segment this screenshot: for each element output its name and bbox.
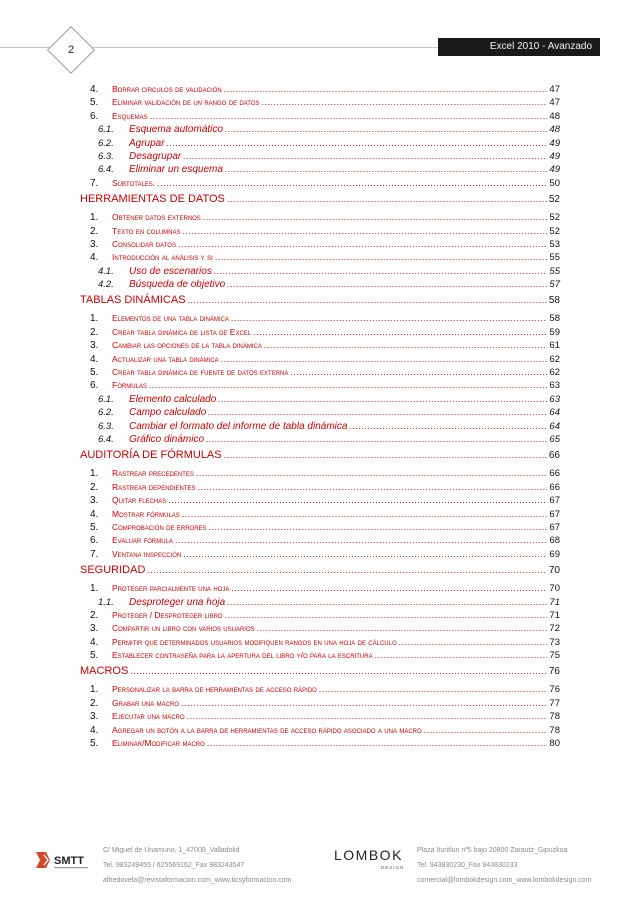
lombok-logo-sub: DESIGN [381, 865, 405, 870]
toc-item[interactable] [80, 313, 560, 326]
toc-leader [290, 367, 547, 377]
toc-page: 78 [549, 724, 560, 736]
toc-number: 6.3. [98, 420, 114, 432]
toc-leader [253, 327, 547, 337]
toc-leader [218, 394, 547, 405]
toc-title: Esquema automático [129, 124, 223, 136]
toc-leader [375, 650, 548, 660]
toc-title: Rastrear dependientes [112, 481, 196, 492]
toc-page: 52 [549, 212, 560, 224]
toc-title: Agrupar [129, 137, 165, 149]
toc-title: Mostrar fórmulas [112, 508, 180, 519]
toc-section[interactable] [80, 193, 560, 209]
toc-page: 57 [549, 279, 560, 291]
footer-left-line: alfredovela@revistaformacion.com_www.ticsyformacion.com [103, 877, 292, 884]
toc-leader [225, 164, 547, 175]
toc-item[interactable] [80, 684, 560, 697]
table-of-contents [80, 84, 560, 751]
smtt-logo-text: SMTT [54, 855, 84, 867]
toc-title: Uso de escenarios [129, 265, 212, 277]
toc-leader [181, 698, 547, 708]
footer-left-line: Tel. 983249455 / 625569162_Fax 983243547 [103, 862, 245, 869]
footer-right-line: comercial@lombokdesign.com_www.lombokdesign.com [417, 877, 592, 884]
footer-left-line: C/ Miguel de Unamuno, 1_47008_Valladolid [103, 847, 240, 854]
toc-title: Eliminar/Modificar macro [112, 738, 205, 749]
toc-page: 47 [549, 84, 560, 95]
toc-page: 76 [549, 684, 560, 696]
toc-page: 49 [549, 137, 560, 149]
toc-leader [225, 124, 547, 135]
toc-page: 71 [549, 596, 560, 608]
toc-item[interactable] [80, 226, 560, 239]
toc-title: HERRAMIENTAS DE DATOS [80, 193, 225, 206]
toc-title: Comprobación de errores [112, 521, 207, 532]
toc-item[interactable] [80, 327, 560, 340]
toc-subitem[interactable] [80, 279, 560, 292]
toc-title: Eliminar validación de un rango de datos [112, 97, 260, 108]
toc-leader [349, 421, 547, 432]
toc-title: Crear tabla dinámica de lista de Excel [112, 326, 252, 337]
toc-item[interactable] [80, 583, 560, 596]
toc-page: 65 [549, 433, 560, 445]
toc-title: Esquemas [112, 110, 148, 121]
toc-subitem[interactable] [80, 597, 560, 610]
toc-item[interactable] [80, 252, 560, 265]
footer-right-line: Tel. 943830230_Fax 943830233 [417, 862, 518, 869]
toc-section[interactable] [80, 449, 560, 465]
toc-leader [231, 583, 547, 593]
toc-title: Compartir un libro con varios usuarios [112, 623, 255, 634]
toc-leader [178, 239, 547, 249]
toc-title: Texto en columnas [112, 225, 181, 236]
toc-number: 5. [90, 367, 99, 379]
toc-number: 6.2. [98, 137, 114, 149]
toc-subitem[interactable] [80, 164, 560, 177]
toc-page: 80 [549, 738, 560, 750]
toc-page: 55 [549, 252, 560, 264]
toc-subitem[interactable] [80, 421, 560, 434]
header-title: Excel 2010 - Avanzado [489, 41, 592, 52]
toc-number: 3. [90, 623, 99, 635]
toc-number: 7. [90, 177, 99, 189]
toc-number: 4.1. [98, 265, 114, 277]
toc-item[interactable] [80, 535, 560, 548]
toc-leader [182, 509, 548, 519]
toc-leader [231, 313, 548, 323]
toc-page: 62 [549, 353, 560, 365]
toc-item[interactable] [80, 522, 560, 535]
toc-title: Establecer contraseña para la apertura del libro y/o para la escritura [112, 650, 373, 661]
toc-number: 5. [90, 738, 99, 750]
toc-title: Rastrear precedentes [112, 468, 194, 479]
toc-item[interactable] [80, 178, 560, 191]
toc-number: 4. [90, 84, 99, 95]
toc-title: Proteger / Desproteger libro [112, 609, 223, 620]
toc-title: Quitar flechas [112, 495, 167, 506]
toc-item[interactable] [80, 725, 560, 738]
toc-page: 62 [549, 367, 560, 379]
lombok-logo: LOMBOK [334, 847, 403, 863]
toc-title: Consolidar datos [112, 238, 176, 249]
toc-number: 1. [90, 684, 99, 696]
toc-number: 5. [90, 97, 99, 109]
toc-number: 6.2. [98, 407, 114, 419]
toc-page: 59 [549, 326, 560, 338]
toc-page: 52 [548, 194, 560, 206]
toc-page: 75 [549, 650, 560, 662]
toc-item[interactable] [80, 239, 560, 252]
toc-item[interactable] [80, 650, 560, 663]
toc-number: 2. [90, 609, 99, 621]
toc-title: Actualizar una tabla dinámica [112, 353, 219, 364]
toc-page: 70 [549, 583, 560, 595]
footer [0, 833, 638, 903]
toc-title: Agregar un botón a la barra de herramientas de acceso rápido asociado a una macro [112, 724, 422, 735]
toc-item[interactable] [80, 549, 560, 562]
toc-title: SEGURIDAD [80, 564, 146, 577]
toc-item[interactable] [80, 84, 560, 97]
toc-leader [196, 468, 548, 478]
toc-page: 66 [549, 468, 560, 480]
toc-number: 1.1. [98, 596, 114, 608]
toc-page: 67 [549, 521, 560, 533]
toc-page: 52 [549, 225, 560, 237]
toc-leader [215, 252, 548, 262]
toc-number: 5. [90, 650, 99, 662]
toc-leader [399, 637, 548, 647]
toc-title: Introducción al análisis y si [112, 252, 213, 263]
footer-left-address [103, 843, 291, 888]
toc-leader [147, 564, 546, 576]
toc-number: 1. [90, 212, 99, 224]
toc-item[interactable] [80, 111, 560, 124]
toc-number: 4.2. [98, 279, 114, 291]
toc-number: 6. [90, 535, 99, 547]
toc-page: 72 [549, 623, 560, 635]
toc-title: Borrar círculos de validación [112, 84, 222, 94]
toc-number: 2. [90, 697, 99, 709]
toc-title: MACROS [80, 665, 129, 678]
toc-title: Elementos de una tabla dinámica [112, 313, 229, 324]
toc-page: 63 [549, 380, 560, 392]
toc-number: 6.3. [98, 150, 114, 162]
toc-leader [168, 495, 547, 505]
toc-page: 47 [549, 97, 560, 109]
toc-page: 77 [549, 697, 560, 709]
toc-item[interactable] [80, 340, 560, 353]
toc-leader [319, 684, 548, 694]
toc-number: 2. [90, 481, 99, 493]
toc-page: 66 [548, 450, 560, 462]
toc-number: 4. [90, 252, 99, 264]
toc-page: 73 [549, 636, 560, 648]
toc-title: Cambiar el formato del informe de tabla dinámica [129, 420, 348, 432]
toc-leader [214, 266, 548, 277]
toc-number: 1. [90, 468, 99, 480]
toc-title: Proteger parcialmente una hoja [112, 583, 230, 594]
toc-leader [157, 178, 547, 188]
toc-item[interactable] [80, 482, 560, 495]
toc-leader [183, 549, 547, 559]
toc-leader [208, 407, 547, 418]
toc-subitem[interactable] [80, 394, 560, 407]
toc-item[interactable] [80, 623, 560, 636]
toc-subitem[interactable] [80, 138, 560, 151]
toc-leader [203, 212, 548, 222]
toc-page: 64 [549, 420, 560, 432]
footer-right-line: Plaza Ituritlun nº5 bajo 20800 Zarautz_Gipuzkoa [417, 847, 568, 854]
toc-title: Desagrupar [129, 150, 182, 162]
toc-leader [198, 482, 548, 492]
toc-title: Crear tabla dinámica de fuente de datos externa [112, 367, 289, 378]
toc-title: Personalizar la barra de herramientas de acceso rápido [112, 684, 317, 695]
toc-number: 2. [90, 225, 99, 237]
toc-page: 53 [549, 238, 560, 250]
toc-number: 6. [90, 110, 99, 122]
toc-leader [262, 97, 548, 107]
toc-number: 6.1. [98, 393, 114, 405]
toc-subitem[interactable] [80, 124, 560, 137]
toc-subitem[interactable] [80, 407, 560, 420]
toc-leader [150, 111, 548, 121]
toc-item[interactable] [80, 711, 560, 724]
toc-leader [206, 434, 547, 445]
toc-item[interactable] [80, 495, 560, 508]
toc-page: 48 [549, 124, 560, 136]
toc-page: 49 [549, 150, 560, 162]
toc-number: 5. [90, 521, 99, 533]
toc-leader [207, 738, 548, 748]
toc-section[interactable] [80, 665, 560, 681]
toc-number: 1. [90, 313, 99, 325]
toc-page: 64 [549, 407, 560, 419]
toc-leader [225, 610, 548, 620]
toc-title: Búsqueda de objetivo [129, 279, 226, 291]
toc-number: 3. [90, 495, 99, 507]
toc-section[interactable] [80, 294, 560, 310]
toc-leader [187, 711, 548, 721]
toc-page: 70 [548, 565, 560, 577]
toc-title: Elemento calculado [129, 393, 217, 405]
toc-page: 58 [548, 295, 560, 307]
toc-title: Ventana inspección [112, 548, 182, 559]
toc-item[interactable] [80, 698, 560, 711]
toc-leader [227, 279, 547, 290]
toc-leader [227, 597, 547, 608]
toc-number: 6.4. [98, 164, 114, 176]
toc-page: 68 [549, 535, 560, 547]
toc-number: 3. [90, 340, 99, 352]
toc-item[interactable] [80, 738, 560, 751]
toc-number: 6. [90, 380, 99, 392]
toc-subitem[interactable] [80, 151, 560, 164]
toc-number: 6.4. [98, 433, 114, 445]
toc-leader [257, 623, 548, 633]
toc-number: 6.1. [98, 124, 114, 136]
toc-page: 78 [549, 711, 560, 723]
toc-number: 3. [90, 238, 99, 250]
toc-item[interactable] [80, 610, 560, 623]
toc-number: 4. [90, 508, 99, 520]
toc-title: Grabar una macro [112, 697, 180, 708]
toc-page: 66 [549, 481, 560, 493]
toc-number: 4. [90, 724, 99, 736]
toc-page: 61 [549, 340, 560, 352]
toc-subitem[interactable] [80, 434, 560, 447]
toc-title: Cambiar las opciones de la tabla dinámica [112, 340, 262, 351]
toc-title: TABLAS DINÁMICAS [80, 294, 186, 307]
toc-leader [209, 522, 548, 532]
toc-page: 71 [549, 609, 560, 621]
toc-page: 55 [549, 265, 560, 277]
toc-leader [188, 294, 547, 306]
toc-leader [264, 340, 548, 350]
toc-number: 3. [90, 711, 99, 723]
toc-number: 7. [90, 548, 99, 560]
toc-leader [175, 535, 547, 545]
toc-page: 63 [549, 393, 560, 405]
toc-number: 2. [90, 326, 99, 338]
toc-number: 4. [90, 353, 99, 365]
toc-number: 4. [90, 636, 99, 648]
toc-item[interactable] [80, 354, 560, 367]
page-number: 2 [67, 44, 75, 56]
toc-item[interactable] [80, 380, 560, 393]
toc-title: Campo calculado [129, 407, 207, 419]
toc-title: Evaluar fórmula [112, 535, 173, 546]
toc-leader [130, 665, 547, 677]
toc-leader [424, 725, 548, 735]
toc-page: 67 [549, 495, 560, 507]
toc-leader [224, 449, 547, 461]
toc-number: 1. [90, 583, 99, 595]
toc-title: Obtener datos externos [112, 212, 201, 223]
toc-item[interactable] [80, 212, 560, 225]
toc-title: Gráfico dinámico [129, 433, 205, 445]
toc-title: Subtotales. [112, 177, 156, 188]
toc-item[interactable] [80, 509, 560, 522]
toc-title: Fórmulas [112, 380, 147, 391]
toc-section[interactable] [80, 564, 560, 580]
toc-leader [167, 138, 548, 149]
smtt-logo [33, 846, 93, 874]
toc-title: Ejecutar una macro [112, 711, 185, 722]
toc-leader [149, 380, 548, 390]
toc-subitem[interactable] [80, 266, 560, 279]
toc-item[interactable] [80, 468, 560, 481]
toc-item[interactable] [80, 637, 560, 650]
toc-title: Desproteger una hoja [129, 596, 226, 608]
toc-leader [227, 193, 547, 205]
toc-item[interactable] [80, 367, 560, 380]
toc-page: 76 [548, 666, 560, 678]
toc-page: 67 [549, 508, 560, 520]
toc-page: 58 [549, 313, 560, 325]
toc-leader [221, 354, 548, 364]
toc-leader [224, 84, 548, 94]
toc-title: Eliminar un esquema [129, 164, 223, 176]
toc-title: Permitir que determinados usuarios modifiquen rangos en una hoja de cálculo [112, 636, 397, 647]
toc-leader [183, 151, 547, 162]
toc-title: AUDITORÍA DE FÓRMULAS [80, 449, 222, 462]
toc-page: 50 [549, 177, 560, 189]
toc-page: 69 [549, 548, 560, 560]
footer-right-address [417, 843, 591, 888]
toc-item[interactable] [80, 97, 560, 110]
toc-page: 48 [549, 110, 560, 122]
toc-leader [182, 226, 547, 236]
toc-page: 49 [549, 164, 560, 176]
